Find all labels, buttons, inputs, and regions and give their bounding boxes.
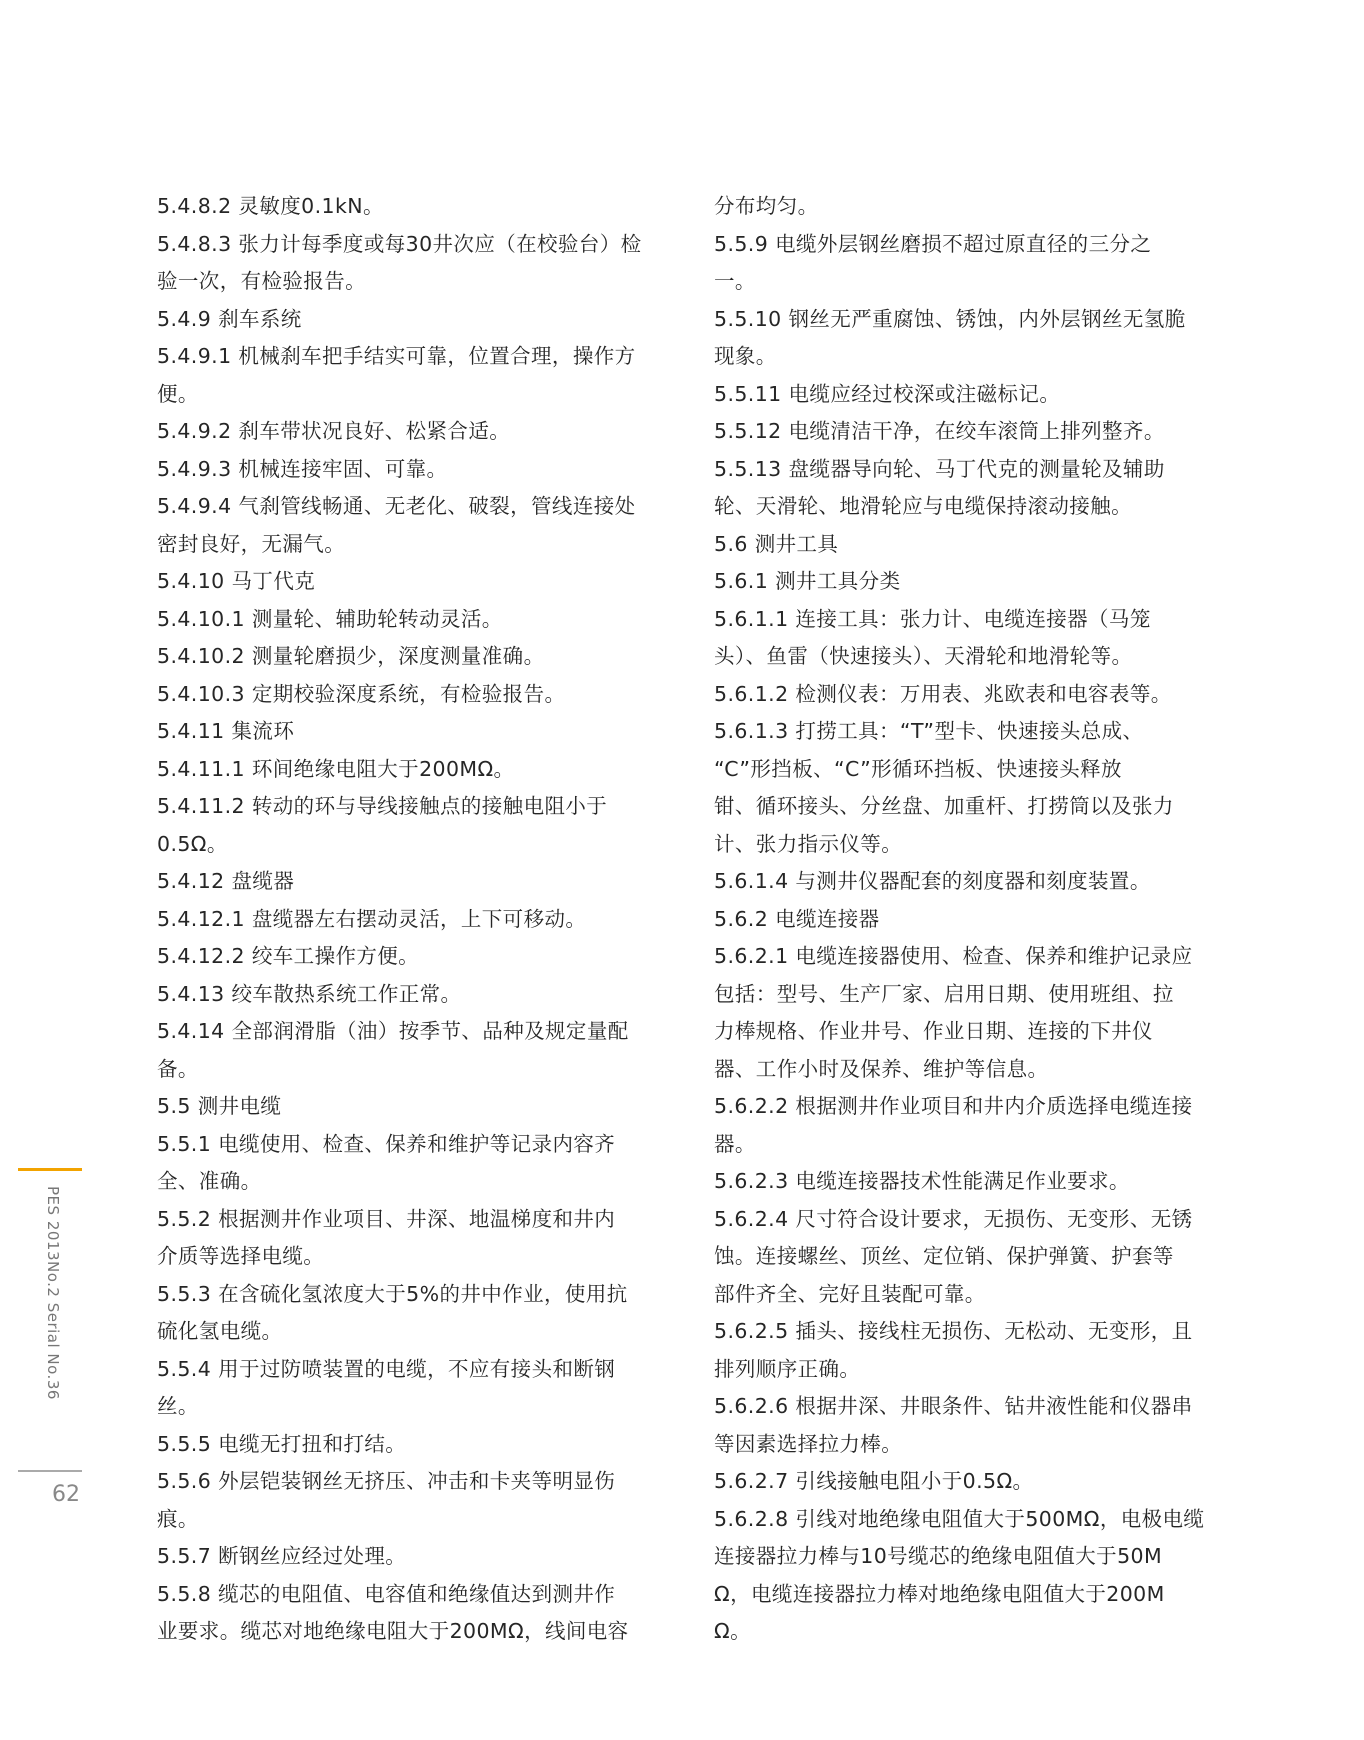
text-line: 5.4.12.1 盘缆器左右摆动灵活，上下可移动。 (157, 906, 587, 931)
text-line: 5.6.1 测井工具分类 (714, 569, 901, 593)
margin-accent-bar (18, 1168, 82, 1171)
text-line: 现象。 (714, 344, 777, 368)
text-line: 5.6.1.3 打捞工具：“T”型卡、快速接头总成、 (714, 719, 1144, 743)
text-line: 5.4.8.2 灵敏度0.1kN。 (157, 194, 384, 218)
text-line: 5.4.9 刹车系统 (157, 306, 302, 331)
text-line: 5.4.10.3 定期校验深度系统，有检验报告。 (157, 681, 566, 706)
text-line: 分布均匀。 (714, 194, 819, 218)
text-line: 5.5.10 钢丝无严重腐蚀、锈蚀，内外层钢丝无氢脆 (714, 306, 1186, 331)
text-line: 5.4.11.1 环间绝缘电阻大于200MΩ。 (157, 756, 515, 781)
text-line: 5.4.12.2 绞车工操作方便。 (157, 944, 420, 968)
text-line: 力棒规格、作业井号、作业日期、连接的下井仪 (714, 1019, 1153, 1043)
text-line: 器、工作小时及保养、维护等信息。 (714, 1056, 1049, 1081)
text-line: 5.6.2.5 插头、接线柱无损伤、无松动、无变形，且 (714, 1319, 1193, 1343)
text-line: 丝。 (157, 1394, 199, 1418)
journal-info: PES 2013No.2 Serial No.36 (44, 1186, 62, 1400)
text-line: 5.5.8 缆芯的电阻值、电容值和绝缘值达到测井作 (157, 1581, 616, 1606)
text-line: 5.6.2.2 根据测井作业项目和井内介质选择电缆连接 (714, 1094, 1193, 1118)
text-line: 5.4.11.2 转动的环与导线接触点的接触电阻小于 (157, 794, 608, 818)
text-line: 硫化氢电缆。 (157, 1319, 283, 1343)
text-line: 5.5.13 盘缆器导向轮、马丁代克的测量轮及辅助 (714, 456, 1165, 481)
text-line: 计、张力指示仪等。 (714, 831, 903, 856)
text-line: 5.6.2.3 电缆连接器技术性能满足作业要求。 (714, 1169, 1130, 1193)
text-line: 连接器拉力棒与10号缆芯的绝缘电阻值大于50M (714, 1544, 1163, 1568)
page-number: 62 (52, 1482, 80, 1507)
left-column (157, 188, 663, 1651)
text-line: 5.6.2 电缆连接器 (714, 906, 880, 931)
text-line: 一。 (714, 269, 756, 293)
text-line: 等因素选择拉力棒。 (714, 1431, 903, 1456)
text-line: 5.5.7 断钢丝应经过处理。 (157, 1544, 407, 1568)
text-line: 包括：型号、生产厂家、启用日期、使用班组、拉 (714, 981, 1174, 1006)
text-line: 5.6.2.7 引线接触电阻小于0.5Ω。 (714, 1469, 1034, 1493)
text-line: 5.5.4 用于过防喷装置的电缆，不应有接头和断钢 (157, 1356, 616, 1381)
text-line: 器。 (714, 1131, 756, 1156)
text-line: 5.4.10.1 测量轮、辅助轮转动灵活。 (157, 606, 503, 631)
text-line: 5.5.11 电缆应经过校深或注磁标记。 (714, 381, 1061, 406)
text-line: 5.6.1.2 检测仪表：万用表、兆欧表和电容表等。 (714, 681, 1172, 706)
text-line: 痕。 (157, 1506, 199, 1531)
right-column (714, 188, 1220, 1651)
text-line: 5.5.2 根据测井作业项目、井深、地温梯度和井内 (157, 1206, 616, 1231)
text-line: 业要求。缆芯对地绝缘电阻大于200MΩ，线间电容 (157, 1619, 629, 1643)
text-line: Ω，电缆连接器拉力棒对地绝缘电阻值大于200M (714, 1581, 1165, 1606)
text-line: 5.5.12 电缆清洁干净，在绞车滚筒上排列整齐。 (714, 419, 1165, 443)
text-line: 0.5Ω。 (157, 831, 228, 856)
text-line: 便。 (157, 381, 199, 406)
text-line: 5.4.9.4 气刹管线畅通、无老化、破裂，管线连接处 (157, 494, 636, 518)
text-line: 5.4.14 全部润滑脂（油）按季节、品种及规定量配 (157, 1019, 629, 1043)
text-line: Ω。 (714, 1619, 751, 1643)
text-line: 5.5 测井电缆 (157, 1094, 282, 1118)
margin-divider (18, 1470, 82, 1472)
text-line: 5.5.9 电缆外层钢丝磨损不超过原直径的三分之 (714, 231, 1152, 256)
text-line: 5.6.2.8 引线对地绝缘电阻值大于500MΩ，电极电缆 (714, 1506, 1205, 1531)
text-line: 5.5.3 在含硫化氢浓度大于5%的井中作业，使用抗 (157, 1281, 628, 1306)
text-line: 5.5.1 电缆使用、检查、保养和维护等记录内容齐 (157, 1131, 616, 1156)
text-line: 5.4.13 绞车散热系统工作正常。 (157, 981, 462, 1006)
text-line: 密封良好，无漏气。 (157, 531, 346, 556)
text-line: 5.5.6 外层铠装钢丝无挤压、冲击和卡夹等明显伤 (157, 1469, 616, 1493)
text-line: 5.6 测井工具 (714, 531, 839, 556)
text-line: 轮、天滑轮、地滑轮应与电缆保持滚动接触。 (714, 494, 1132, 518)
text-line: 全、准确。 (157, 1169, 262, 1193)
text-line: 头）、鱼雷（快速接头）、天滑轮和地滑轮等。 (714, 644, 1133, 668)
text-line: 5.4.9.1 机械刹车把手结实可靠，位置合理，操作方 (157, 344, 636, 368)
text-line: 5.4.9.3 机械连接牢固、可靠。 (157, 456, 448, 481)
text-line: 5.4.9.2 刹车带状况良好、松紧合适。 (157, 419, 511, 443)
text-line: 钳、循环接头、分丝盘、加重杆、打捞筒以及张力 (714, 794, 1174, 818)
text-line: 5.4.10 马丁代克 (157, 569, 316, 593)
text-line: 排列顺序正确。 (714, 1356, 861, 1381)
text-line: 验一次，有检验报告。 (157, 269, 366, 293)
text-line: 5.6.2.4 尺寸符合设计要求，无损伤、无变形、无锈 (714, 1206, 1193, 1231)
text-line: 备。 (157, 1056, 199, 1081)
text-line: 5.4.11 集流环 (157, 719, 295, 743)
text-line: 5.6.1.1 连接工具：张力计、电缆连接器（马笼 (714, 606, 1151, 631)
text-line: 5.6.2.6 根据井深、井眼条件、钻井液性能和仪器串 (714, 1394, 1193, 1418)
text-line: 5.4.10.2 测量轮磨损少，深度测量准确。 (157, 644, 545, 668)
text-line: 介质等选择电缆。 (157, 1244, 325, 1268)
text-line: 5.4.12 盘缆器 (157, 869, 295, 893)
text-line: 5.6.2.1 电缆连接器使用、检查、保养和维护记录应 (714, 944, 1193, 968)
text-line: 部件齐全、完好且装配可靠。 (714, 1281, 986, 1306)
text-line: “C”形挡板、“C”形循环挡板、快速接头释放 (714, 756, 1122, 781)
text-line: 5.5.5 电缆无打扭和打结。 (157, 1431, 407, 1456)
text-line: 5.6.1.4 与测井仪器配套的刻度器和刻度装置。 (714, 869, 1151, 893)
text-line: 5.4.8.3 张力计每季度或每30井次应（在校验台）检 (157, 231, 642, 256)
text-line: 蚀。连接螺丝、顶丝、定位销、保护弹簧、护套等 (714, 1244, 1174, 1268)
